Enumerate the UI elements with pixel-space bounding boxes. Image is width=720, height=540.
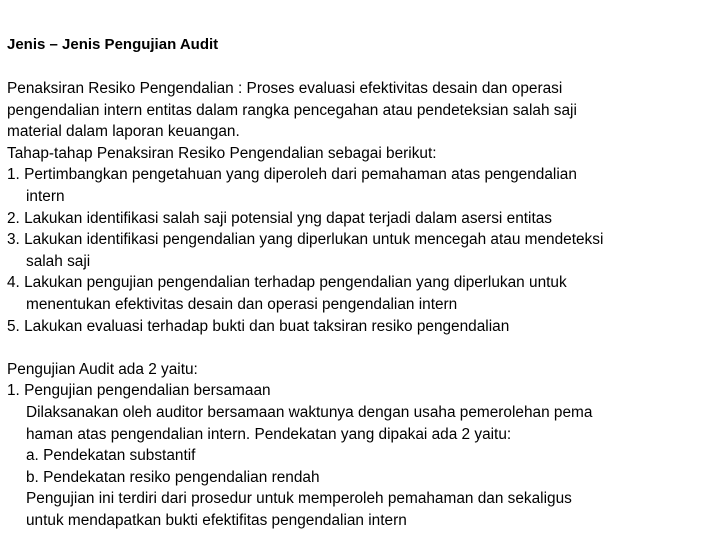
stage-item-1: 1. Pertimbangkan pengetahuan yang diperoleh dari pemahaman atas pengendalian <box>7 166 577 184</box>
stages-heading: Tahap-tahap Penaksiran Resiko Pengendalian sebagai berikut: <box>7 144 437 162</box>
approach-item-b: b. Pendekatan resiko pengendalian rendah <box>26 468 320 486</box>
audit-tests-section <box>7 359 717 532</box>
risk-definition-line: material dalam laporan keuangan. <box>7 123 240 141</box>
risk-assessment-section <box>7 78 717 337</box>
stage-item-4-continuation: menentukan efektivitas desain dan operasi pengendalian intern <box>26 295 458 313</box>
audit-test-description: haman atas pengendalian intern. Pendekatan yang dipakai ada 2 yaitu: <box>26 425 512 443</box>
risk-definition-line: pengendalian intern entitas dalam rangka pencegahan atau pendeteksian salah saji <box>7 101 577 119</box>
audit-test-note: Pengujian ini terdiri dari prosedur untuk memperoleh pemahaman dan sekaligus <box>26 490 572 508</box>
stage-item-1-continuation: intern <box>26 187 65 205</box>
slide-title: Jenis – Jenis Pengujian Audit <box>7 36 219 53</box>
spacer <box>7 337 717 359</box>
slide-content <box>7 34 717 531</box>
audit-tests-heading: Pengujian Audit ada 2 yaitu: <box>7 360 198 378</box>
risk-definition-line: Penaksiran Resiko Pengendalian : Proses evaluasi efektivitas desain dan operasi <box>7 80 563 97</box>
audit-test-description: Dilaksanakan oleh auditor bersamaan waktunya dengan usaha pemerolehan pema <box>26 403 593 421</box>
stage-item-3: 3. Lakukan identifikasi pengendalian yang diperlukan untuk mencegah atau mendeteksi <box>7 231 604 249</box>
audit-test-item-1: 1. Pengujian pengendalian bersamaan <box>7 382 271 400</box>
stage-item-2: 2. Lakukan identifikasi salah saji potensial yng dapat terjadi dalam asersi entitas <box>7 209 552 227</box>
audit-test-note: untuk mendapatkan bukti efektifitas pengendalian intern <box>26 511 407 529</box>
approach-item-a: a. Pendekatan substantif <box>26 447 196 465</box>
stage-item-4: 4. Lakukan pengujian pengendalian terhadap pengendalian yang diperlukan untuk <box>7 274 567 292</box>
stage-item-5: 5. Lakukan evaluasi terhadap bukti dan buat taksiran resiko pengendalian <box>7 317 510 335</box>
spacer <box>7 56 717 78</box>
stage-item-3-continuation: salah saji <box>26 252 91 270</box>
